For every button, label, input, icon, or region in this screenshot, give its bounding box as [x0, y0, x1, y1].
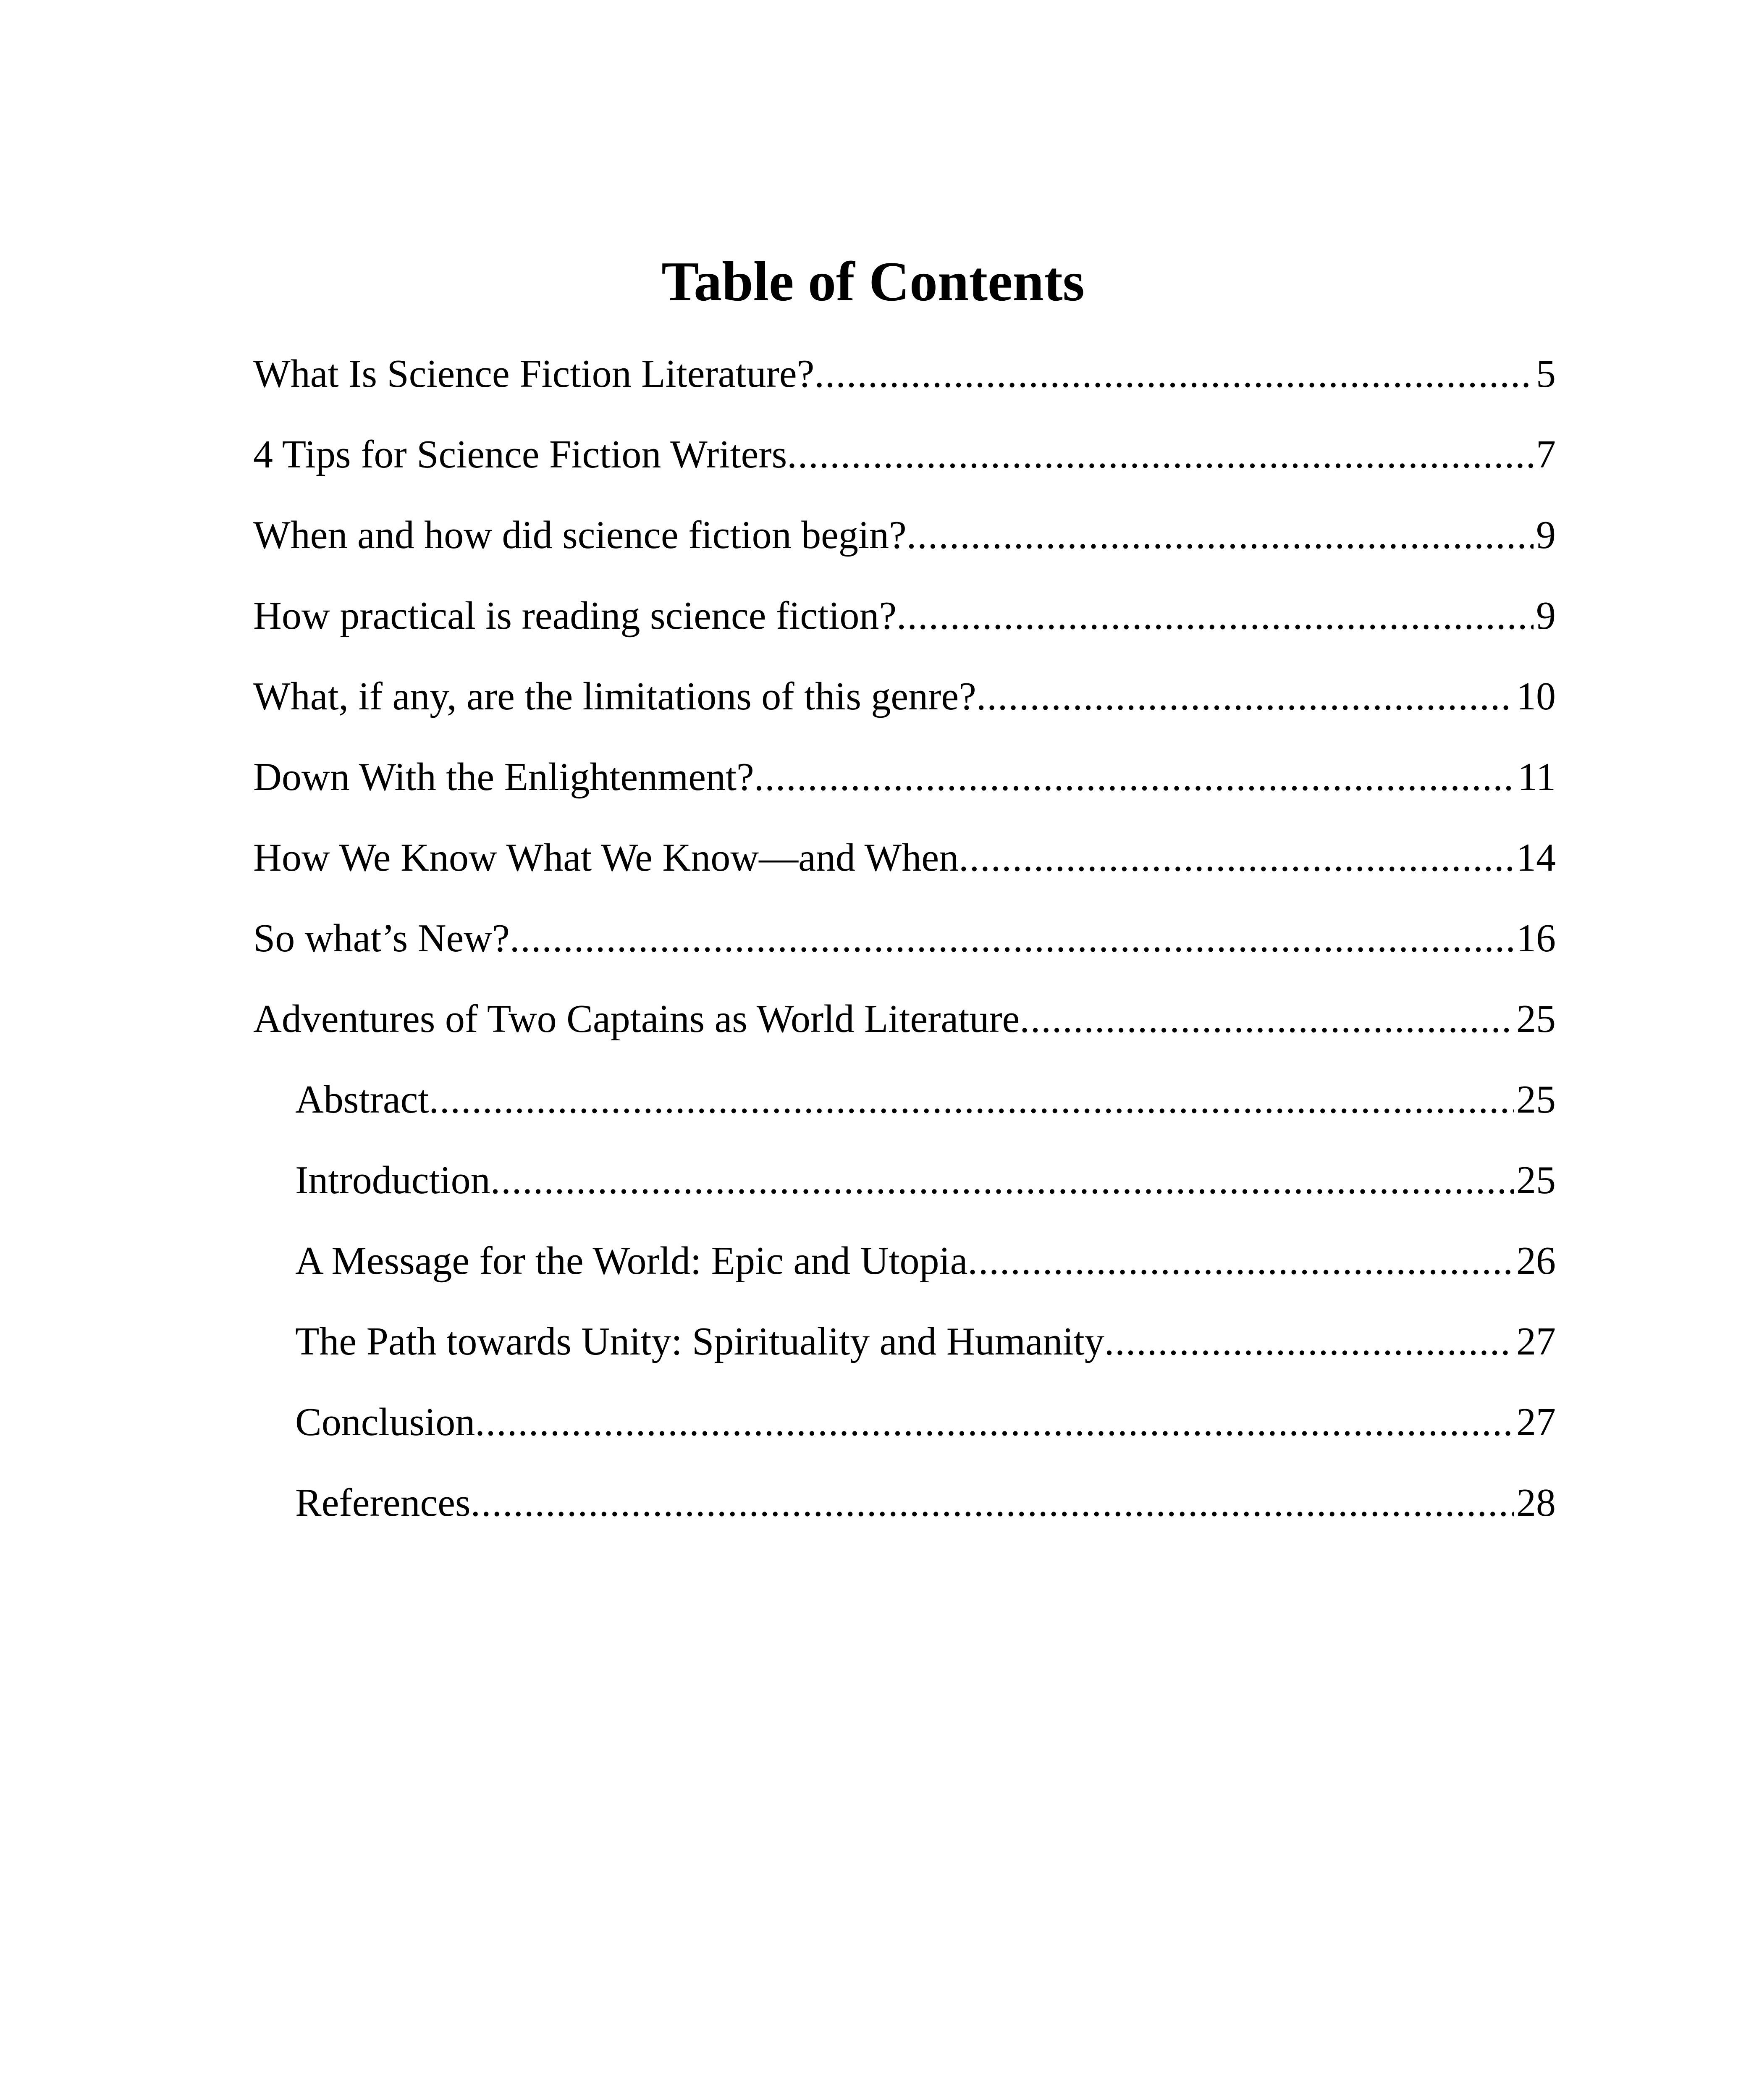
- toc-entry-page: 14: [1516, 836, 1556, 879]
- toc-entry-label: When and how did science fiction begin?: [253, 513, 907, 557]
- toc-entry[interactable]: [253, 743, 1556, 824]
- toc-entry[interactable]: [253, 663, 1556, 743]
- toc-entry-label: Abstract: [295, 1078, 429, 1121]
- toc-dot-leader: [897, 582, 1534, 649]
- toc-entry-page: 9: [1536, 594, 1556, 638]
- toc-subentry[interactable]: [253, 1389, 1556, 1469]
- toc-dot-leader: [907, 501, 1534, 569]
- toc-entry-page: 25: [1516, 1078, 1556, 1121]
- toc-title: Table of Contents: [661, 250, 1085, 312]
- toc-dot-leader: [1104, 1308, 1514, 1375]
- toc-entry-label: How practical is reading science fiction?: [253, 594, 897, 638]
- toc-entry[interactable]: [253, 421, 1556, 501]
- toc-entry-page: 28: [1516, 1481, 1556, 1525]
- toc-entry-label: What Is Science Fiction Literature?: [253, 352, 815, 396]
- toc-entry-page: 26: [1516, 1239, 1556, 1283]
- toc-dot-leader: [814, 340, 1534, 407]
- toc-dot-leader: [475, 1389, 1514, 1456]
- toc-subentry[interactable]: [253, 1227, 1556, 1308]
- toc-entry-page: 5: [1536, 352, 1556, 396]
- toc-entry-page: 27: [1516, 1400, 1556, 1444]
- toc-list: [253, 340, 1556, 1550]
- toc-entry-label: How We Know What We Know—and When: [253, 836, 959, 879]
- toc-dot-leader: [471, 1469, 1514, 1536]
- toc-entry[interactable]: [253, 340, 1556, 421]
- toc-entry-page: 7: [1536, 433, 1556, 476]
- toc-entry-label: References: [295, 1481, 471, 1525]
- toc-entry-label: Adventures of Two Captains as World Literature: [253, 997, 1020, 1041]
- toc-entry-label: Down With the Enlightenment?: [253, 755, 754, 799]
- toc-dot-leader: [787, 421, 1534, 488]
- toc-dot-leader: [959, 824, 1514, 891]
- toc-entry-label: Introduction: [295, 1158, 490, 1202]
- toc-subentry[interactable]: [253, 1308, 1556, 1389]
- toc-subentry[interactable]: [253, 1147, 1556, 1227]
- toc-dot-leader: [976, 663, 1514, 730]
- toc-entry-label: The Path towards Unity: Spirituality and Humanity: [295, 1320, 1104, 1363]
- toc-dot-leader: [429, 1066, 1514, 1133]
- toc-entry-page: 9: [1536, 513, 1556, 557]
- toc-entry-page: 10: [1516, 675, 1556, 718]
- toc-entry-page: 25: [1516, 1158, 1556, 1202]
- toc-entry-label: A Message for the World: Epic and Utopia: [295, 1239, 968, 1283]
- toc-entry-label: What, if any, are the limitations of this genre?: [253, 675, 976, 718]
- toc-entry[interactable]: [253, 582, 1556, 663]
- toc-entry-label: So what’s New?: [253, 916, 510, 960]
- toc-entry-label: Conclusion: [295, 1400, 475, 1444]
- toc-entry[interactable]: [253, 985, 1556, 1066]
- toc-entry-page: 11: [1518, 755, 1556, 799]
- toc-dot-leader: [510, 905, 1514, 972]
- toc-entry[interactable]: [253, 905, 1556, 985]
- toc-entry-page: 25: [1516, 997, 1556, 1041]
- toc-subentry[interactable]: [253, 1066, 1556, 1147]
- toc-dot-leader: [490, 1147, 1514, 1214]
- toc-entry-page: 16: [1516, 916, 1556, 960]
- toc-entry-label: 4 Tips for Science Fiction Writers: [253, 433, 787, 476]
- toc-dot-leader: [754, 743, 1515, 811]
- toc-entry[interactable]: [253, 501, 1556, 582]
- toc-dot-leader: [1020, 985, 1514, 1053]
- toc-entry[interactable]: [253, 824, 1556, 905]
- toc-entry-page: 27: [1516, 1320, 1556, 1363]
- toc-dot-leader: [967, 1227, 1514, 1294]
- toc-subentry[interactable]: [253, 1469, 1556, 1550]
